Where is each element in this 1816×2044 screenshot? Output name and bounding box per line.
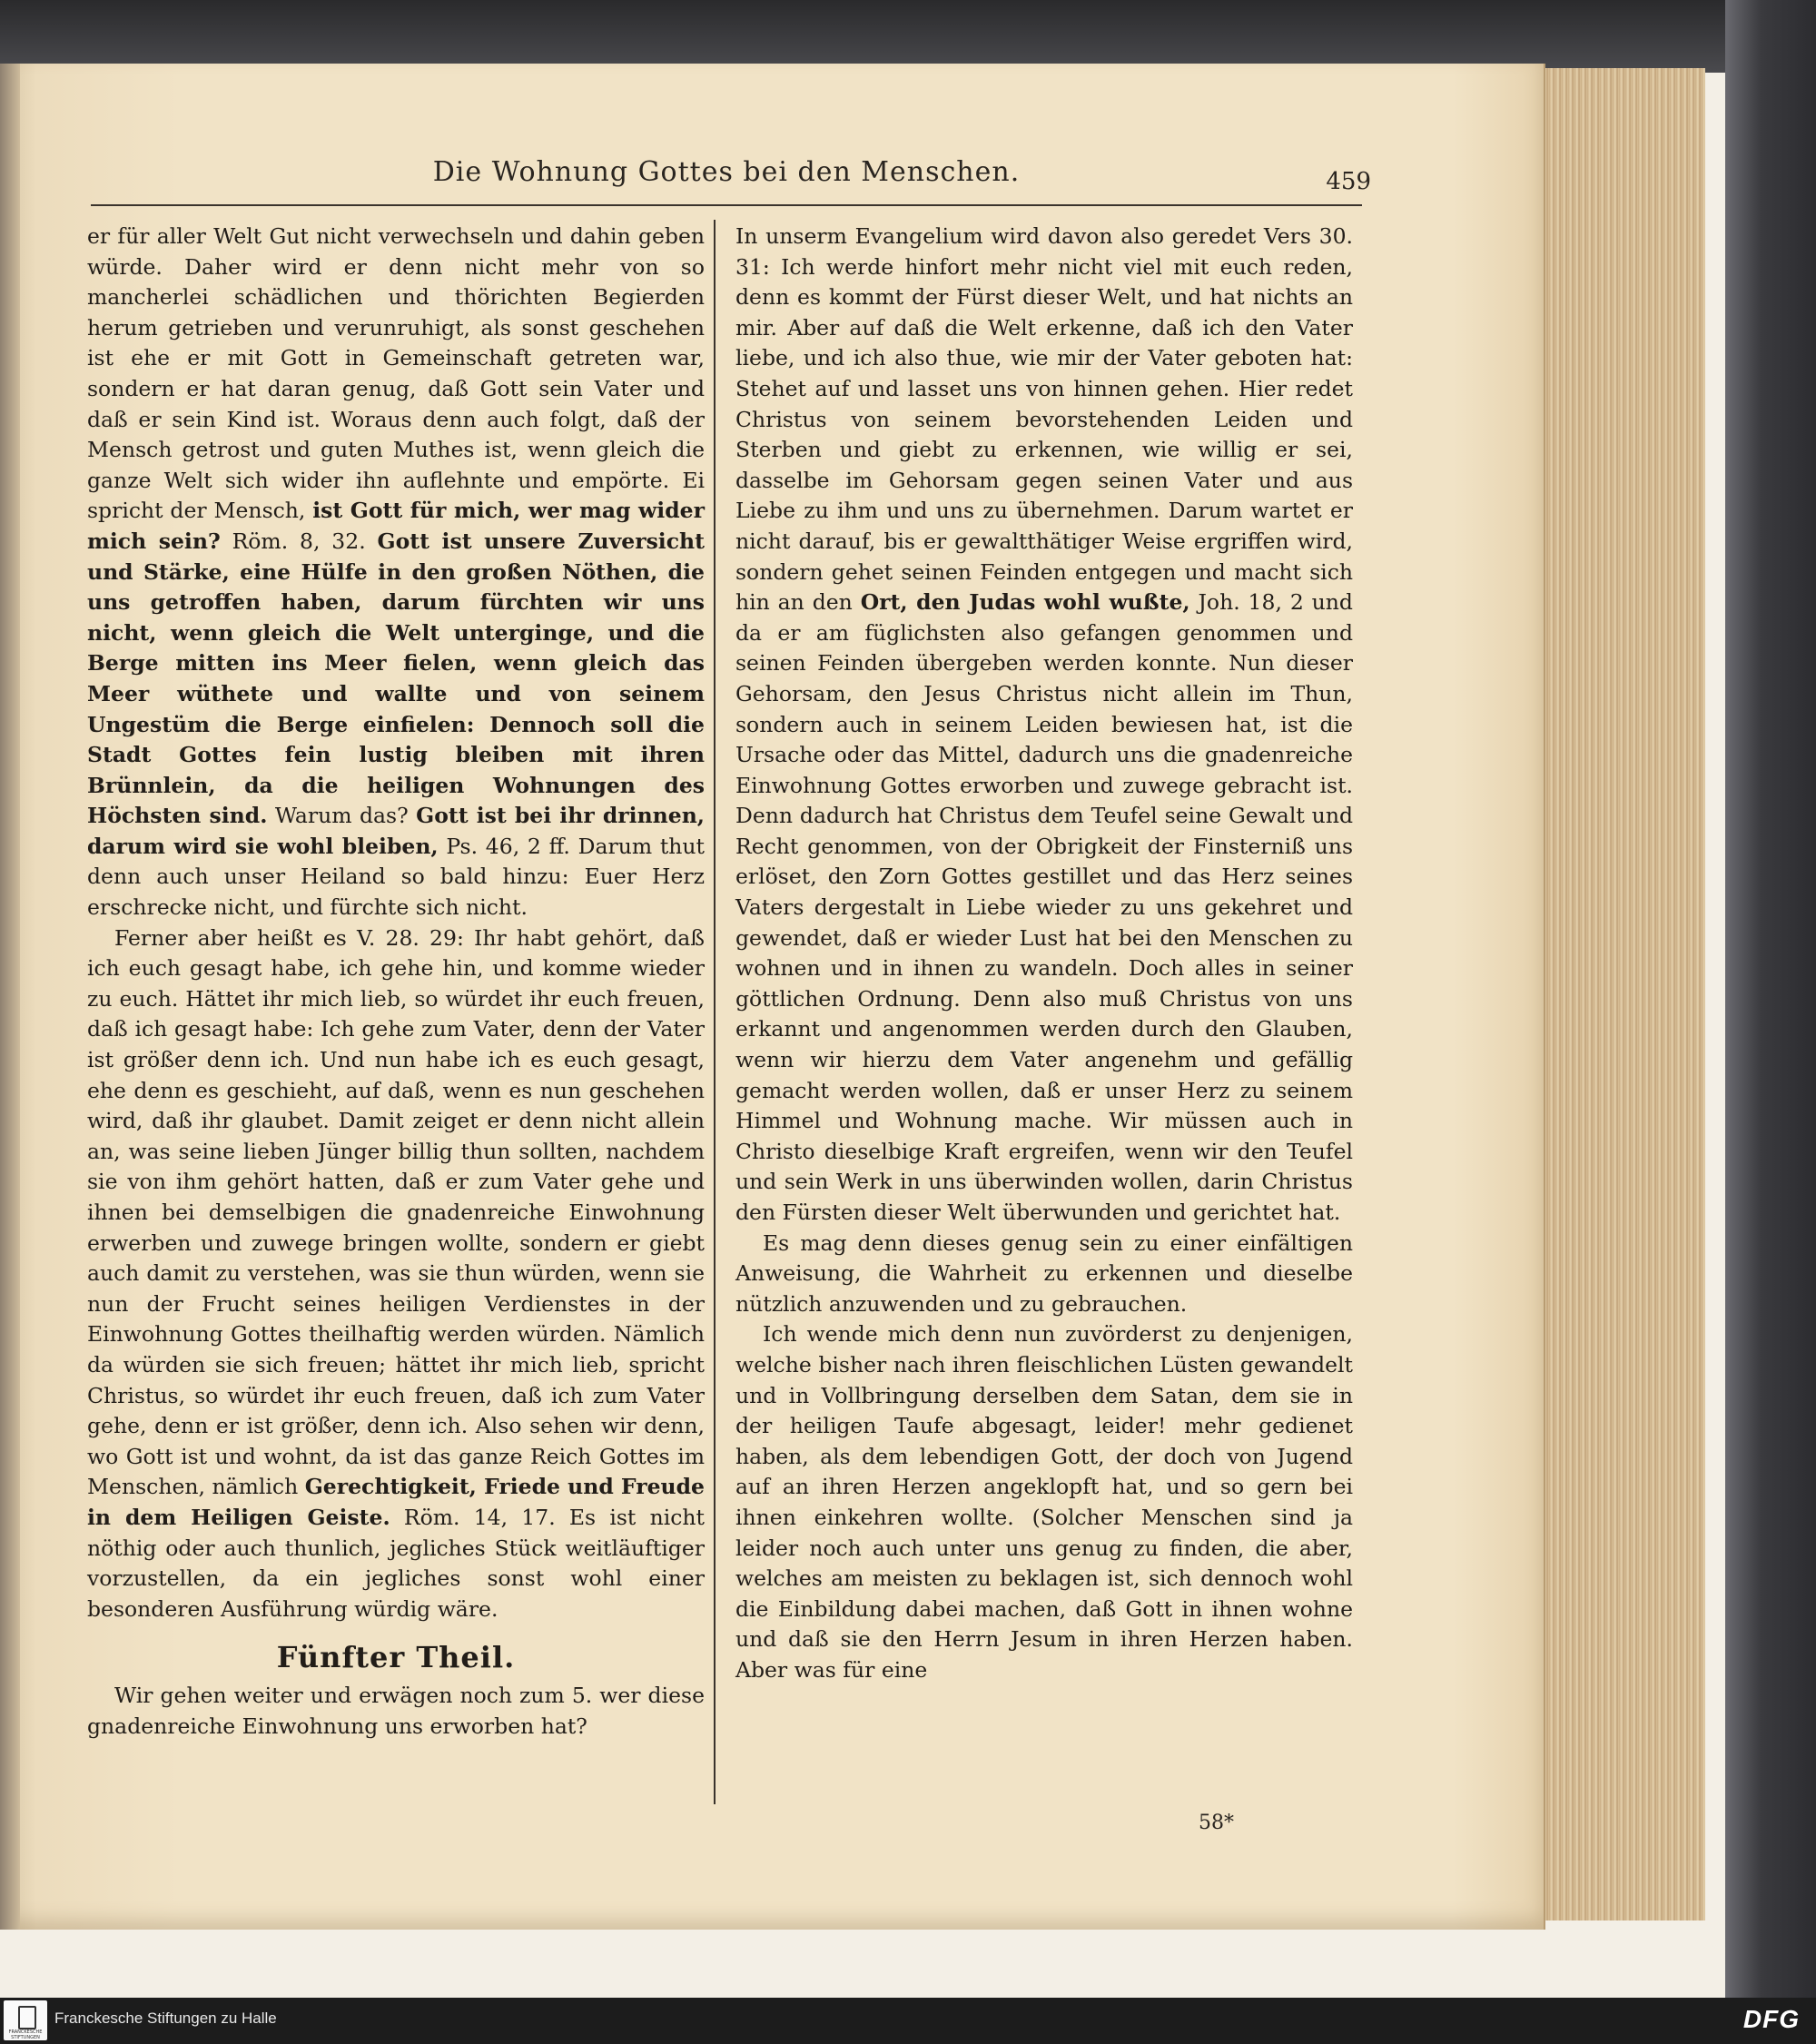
right-paragraph-2: Es mag denn dieses genug sein zu einer einfältigen Anweisung, die Wahrheit zu erkennen und dieselbe nützlich anzuwenden und zu gebrauchen. [735,1229,1353,1317]
section-title: Fünfter Theil. [276,1640,516,1675]
page-number: 459 [1326,168,1371,195]
institution-link[interactable]: Franckesche Stiftungen zu Halle [54,2009,277,2027]
emphasis-text: ist Gott für mich, wer mag wider mich sein? [87,498,705,554]
emphasis-text: Gerechtigkeit, Friede und Freude in dem Heiligen Geiste. [87,1474,706,1530]
left-paragraph-1: er für aller Welt Gut nicht verwechseln und dahin geben würde. Daher wird er denn nicht mehr von so mancherlei schädlichen und thörichten Begierden herum getrieben und verunruhigt, als sonst geschehen ist ehe er mit Gott in Gemeinschaft getreten war, sondern er hat daran genug, daß Gott sein Vater und daß er sein Kind ist. Woraus denn auch folgt, daß der Mensch getrost und guten Muthes ist, wenn gleich die ganze Welt sich wider ihn auflehnte und empörte. Ei spricht der Mensch, ist Gott für mich, wer mag wider mich sein? Röm. 8, 32. Gott ist unsere Zuversicht und Stärke, eine Hülfe in den großen Nöthen, die uns getroffen haben, darum fürchten wir uns nicht, wenn gleich die Welt unterginge, und die Berge mitten ins Meer fielen, wenn gleich das Meer wüthete und wallte und von seinem Ungestüm die Berge einfielen: Dennoch soll die Stadt Gottes fein lustig bleiben mit ihren Brünnlein, da die heiligen Wohnungen des Höchsten sind. Warum das? Gott ist bei ihr drinnen, darum wird sie wohl bleiben, Ps. 46, 2 ff. Darum thut denn auch unser Heiland so bald hinzu: Euer Herz erschrecke nicht, und fürchte sich nicht. [87,223,705,921]
logo-mark [18,2006,36,2029]
institution-logo-icon[interactable] [4,2000,47,2040]
viewer-footer [0,1998,1816,2044]
book-cover-right [1725,0,1816,1998]
previous-page-edge [0,64,20,1930]
left-paragraph-3: Wir gehen weiter und erwägen noch zum 5. wer diese gnadenreiche Einwohnung uns erworben hat? [87,1682,705,1739]
emphasis-text: Gott ist unsere Zuversicht und Stärke, eine Hülfe in den großen Nöthen, die uns getroffen haben, darum fürchten wir uns nicht, wenn gleich die Welt unterginge, und die Berge mitten ins Meer fielen, wenn gleich das Meer wüthete und wallte und von seinem Ungestüm die Berge einfielen: Dennoch soll die Stadt Gottes fein lustig bleiben mit ihren Brünnlein, da die heiligen Wohnungen des Höchsten sind. [87,528,705,829]
right-paragraph-1: In unserm Evangelium wird davon also geredet Vers 30. 31: Ich werde hinfort mehr nicht viel mit euch reden, denn es kommt der Fürst dieser Welt, und hat nichts an mir. Aber auf daß die Welt erkenne, daß ich den Vater liebe, und ich also thue, wie mir der Vater geboten hat: Stehet auf und lasset uns von hinnen gehen. Hier redet Christus von seinem bevorstehenden Leiden und Sterben und giebt zu erkennen, wie willig er sei, dasselbe im Gehorsam gegen seinen Vater und aus Liebe zu ihm und uns zu übernehmen. Darum wartet er nicht darauf, bis er gewaltthätiger Weise ergriffen wird, sondern gehet seinen Feinden entgegen und macht sich hin an den Ort, den Judas wohl wußte, Joh. 18, 2 und da er am füglichsten also gefangen genommen und seinen Feinden übergeben werden konnte. Nun dieser Gehorsam, den Jesus Christus nicht allein im Thun, sondern auch in seinem Leiden bewiesen hat, ist die Ursache oder das Mittel, dadurch uns die gnadenreiche Einwohnung Gottes erworben und zuwege gebracht ist. Denn dadurch hat Christus dem Teufel seine Gewalt und Recht genommen, von der Obrigkeit der Finsterniß uns erlöset, den Zorn Gottes gestillet und das Herz seines Vaters dergestalt in Liebe wieder zu uns gekehret und gewendet, daß er wieder Lust hat bei den Menschen zu wohnen und in ihnen zu wandeln. Doch alles in seiner göttlichen Ordnung. Denn also muß Christus von uns erkannt und angenommen werden durch den Glauben, wenn wir hierzu dem Vater angenehm und gefällig gemacht werden wollen, daß er unser Herz zu seinem Himmel und Wohnung mache. Wir müssen auch in Christo dieselbige Kraft ergreifen, wenn wir den Teufel und sein Werk in uns überwinden wollen, darin Christus den Fürsten dieser Welt überwunden und gerichtet hat. [735,223,1353,1225]
header-rule [91,204,1362,206]
right-paragraph-3: Ich wende mich denn nun zuvörderst zu denjenigen, welche bisher nach ihren fleischlichen Lüsten gewandelt und in Vollbringung derselben dem Satan, dem sie in der heiligen Taufe abgesagt, leider! mehr gedienet haben, als dem lebendigen Gott, der doch von Jugend auf an ihren Herzen angeklopft hat, und so gern bei ihnen einkehren wollte. (Solcher Menschen sind ja leider noch auch unter uns genug zu finden, die aber, welches am meisten zu beklagen ist, sich dennoch wohl die Einbildung dabei machen, daß Gott in ihnen wohne und daß sie den Herrn Jesum in ihren Herzen haben. Aber was für eine [735,1321,1353,1683]
right-column [735,222,1353,1686]
left-column [87,222,705,1742]
column-divider [714,220,716,1804]
dfg-logo[interactable]: DFG [1742,2005,1800,2033]
page-edges [1521,68,1705,1921]
sheet-signature: 58* [1199,1812,1234,1834]
book-cover-top [0,0,1816,73]
logo-caption: FRANCKESCHE STIFTUNGEN [8,2029,43,2040]
emphasis-text: Gott ist bei ihr drinnen, darum wird sie wohl bleiben, [87,803,705,859]
emphasis-text: Ort, den Judas wohl wußte, [860,589,1190,616]
running-head: Die Wohnung Gottes bei den Menschen. [432,156,1021,188]
left-paragraph-2: Ferner aber heißt es V. 28. 29: Ihr habt gehört, daß ich euch gesagt habe, ich gehe hin, und komme wieder zu euch. Hättet ihr mich lieb, so würdet ihr euch freuen, daß ich gesagt habe: Ich gehe zum Vater, denn der Vater ist größer denn ich. Und nun habe ich es euch gesagt, ehe denn es geschieht, auf daß, wenn es nun geschehen wird, daß ihr glaubet. Damit zeiget er denn nicht allein an, was seine lieben Jünger billig thun sollten, nachdem sie von ihm gehört hatten, daß er zum Vater gehe und ihnen bei demselbigen die gnadenreiche Einwohnung erwerben und zuwege bringen wollte, sondern er giebt auch damit zu verstehen, was sie thun würden, wenn sie nun der Frucht seines heiligen Verdienstes in der Einwohnung Gottes theilhaftig werden würden. Nämlich da würden sie sich freuen; hättet ihr mich lieb, spricht Christus, so würdet ihr euch freuen, daß ich zum Vater gehe, denn er ist größer, denn ich. Also sehen wir denn, wo Gott ist und wohnt, da ist das ganze Reich Gottes im Menschen, nämlich Gerechtigkeit, Friede und Freude in dem Heiligen Geiste. Röm. 14, 17. Es ist nicht nöthig oder auch thunlich, jegliches Stück weitläuftiger vorzustellen, da ein jegliches sonst wohl einer besonderen Ausführung würdig wäre. [87,924,706,1622]
